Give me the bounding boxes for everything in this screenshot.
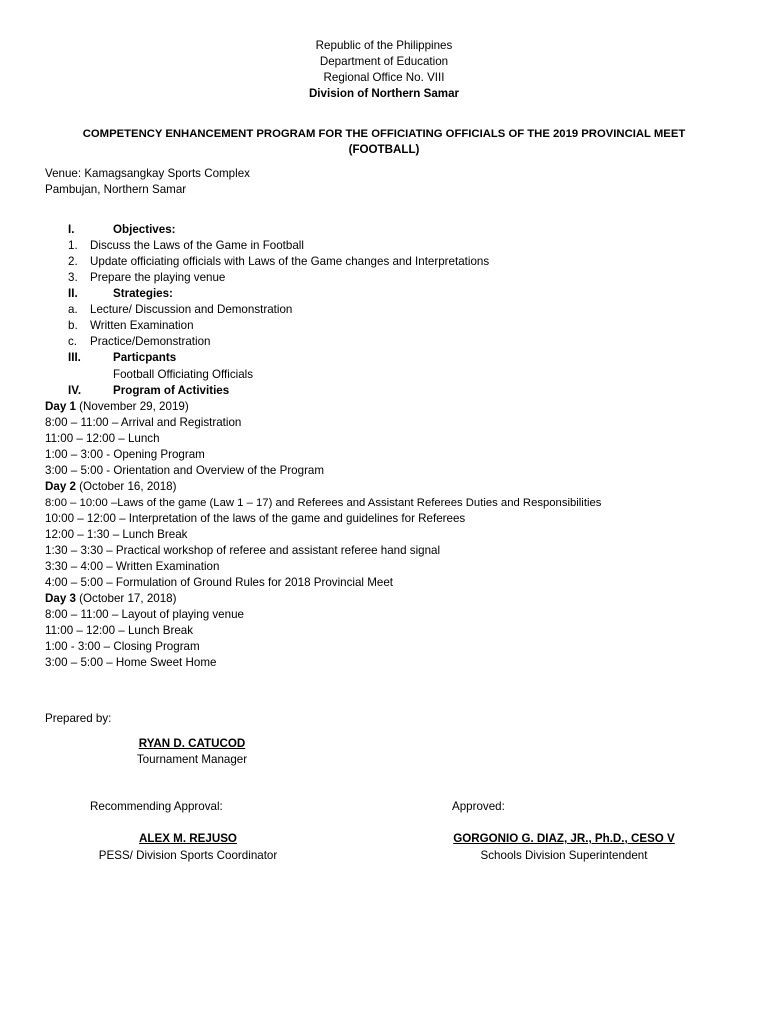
objective-item: Prepare the playing venue xyxy=(90,271,226,284)
schedule-item: 10:00 – 12:00 – Interpretation of the laws of the game and guidelines for Referees xyxy=(45,512,466,525)
header-regional-office: Regional Office No. VIII xyxy=(323,71,445,84)
day-date: (October 17, 2018) xyxy=(75,592,177,605)
section-heading-participants: Particpants xyxy=(113,351,177,364)
approved-label: Approved: xyxy=(452,800,505,813)
day-label: Day 2 xyxy=(45,480,76,493)
section-number: IV. xyxy=(68,384,82,397)
prepared-by-title: Tournament Manager xyxy=(136,753,248,766)
section-number: III. xyxy=(68,351,81,364)
document-title: COMPETENCY ENHANCEMENT PROGRAM FOR THE OFFICIATING OFFICIALS OF THE 2019 PROVINCIAL MEET xyxy=(82,128,686,140)
list-marker: a. xyxy=(68,303,78,316)
list-marker: b. xyxy=(68,319,78,332)
approved-name: GORGONIO G. DIAZ, JR., Ph.D., CESO V xyxy=(453,832,675,845)
schedule-item: 3:30 – 4:00 – Written Examination xyxy=(45,560,220,573)
list-marker: 2. xyxy=(68,255,78,268)
approved-title: Schools Division Superintendent xyxy=(480,849,648,862)
list-marker: 1. xyxy=(68,239,78,252)
section-number: I. xyxy=(68,223,75,236)
recommending-approval-label: Recommending Approval: xyxy=(90,800,223,813)
strategy-item: Written Examination xyxy=(90,319,194,332)
participants-text: Football Officiating Officials xyxy=(113,368,254,381)
section-number: II. xyxy=(68,287,78,300)
section-heading-program: Program of Activities xyxy=(113,384,230,397)
header-republic: Republic of the Philippines xyxy=(315,39,453,52)
schedule-item: 4:00 – 5:00 – Formulation of Ground Rules for 2018 Provincial Meet xyxy=(45,576,394,589)
header-department: Department of Education xyxy=(319,55,449,68)
schedule-item: 8:00 – 11:00 – Layout of playing venue xyxy=(45,608,244,621)
day-heading xyxy=(45,480,176,494)
list-marker: c. xyxy=(68,335,78,348)
schedule-item: 8:00 – 11:00 – Arrival and Registration xyxy=(45,416,242,429)
day-heading xyxy=(45,592,176,606)
schedule-item: 11:00 – 12:00 – Lunch Break xyxy=(45,624,194,637)
day-date: (November 29, 2019) xyxy=(75,400,189,413)
prepared-by-name: RYAN D. CATUCOD xyxy=(138,737,246,750)
strategy-item: Practice/Demonstration xyxy=(90,335,211,348)
schedule-item: 3:00 – 5:00 – Home Sweet Home xyxy=(45,656,217,669)
objective-item: Discuss the Laws of the Game in Football xyxy=(90,239,304,252)
schedule-item: 11:00 – 12:00 – Lunch xyxy=(45,432,160,445)
strategy-item: Lecture/ Discussion and Demonstration xyxy=(90,303,293,316)
section-heading-objectives: Objectives: xyxy=(113,223,176,236)
day-date: (October 16, 2018) xyxy=(75,480,177,493)
section-heading-strategies: Strategies: xyxy=(113,287,173,300)
schedule-item: 1:30 – 3:30 – Practical workshop of referee and assistant referee hand signal xyxy=(45,544,441,557)
document-subtitle: (FOOTBALL) xyxy=(348,143,420,156)
venue-line: Venue: Kamagsangkay Sports Complex xyxy=(45,167,250,180)
day-label: Day 3 xyxy=(45,592,76,605)
recommending-title: PESS/ Division Sports Coordinator xyxy=(98,849,278,862)
day-heading xyxy=(45,400,189,414)
header-division: Division of Northern Samar xyxy=(308,87,460,100)
schedule-item: 1:00 - 3:00 – Closing Program xyxy=(45,640,200,653)
prepared-by-label: Prepared by: xyxy=(45,712,112,725)
schedule-item: 12:00 – 1:30 – Lunch Break xyxy=(45,528,188,541)
schedule-item: 3:00 – 5:00 - Orientation and Overview of the Program xyxy=(45,464,325,477)
venue-location: Pambujan, Northern Samar xyxy=(45,183,187,196)
schedule-item: 1:00 – 3:00 - Opening Program xyxy=(45,448,205,461)
day-label: Day 1 xyxy=(45,400,76,413)
list-marker: 3. xyxy=(68,271,78,284)
schedule-item: 8:00 – 10:00 –Laws of the game (Law 1 – 17) and Referees and Assistant Referees Duties and Responsibilities xyxy=(45,497,602,509)
objective-item: Update officiating officials with Laws of the Game changes and Interpretations xyxy=(90,255,490,268)
recommending-name: ALEX M. REJUSO xyxy=(139,832,237,845)
